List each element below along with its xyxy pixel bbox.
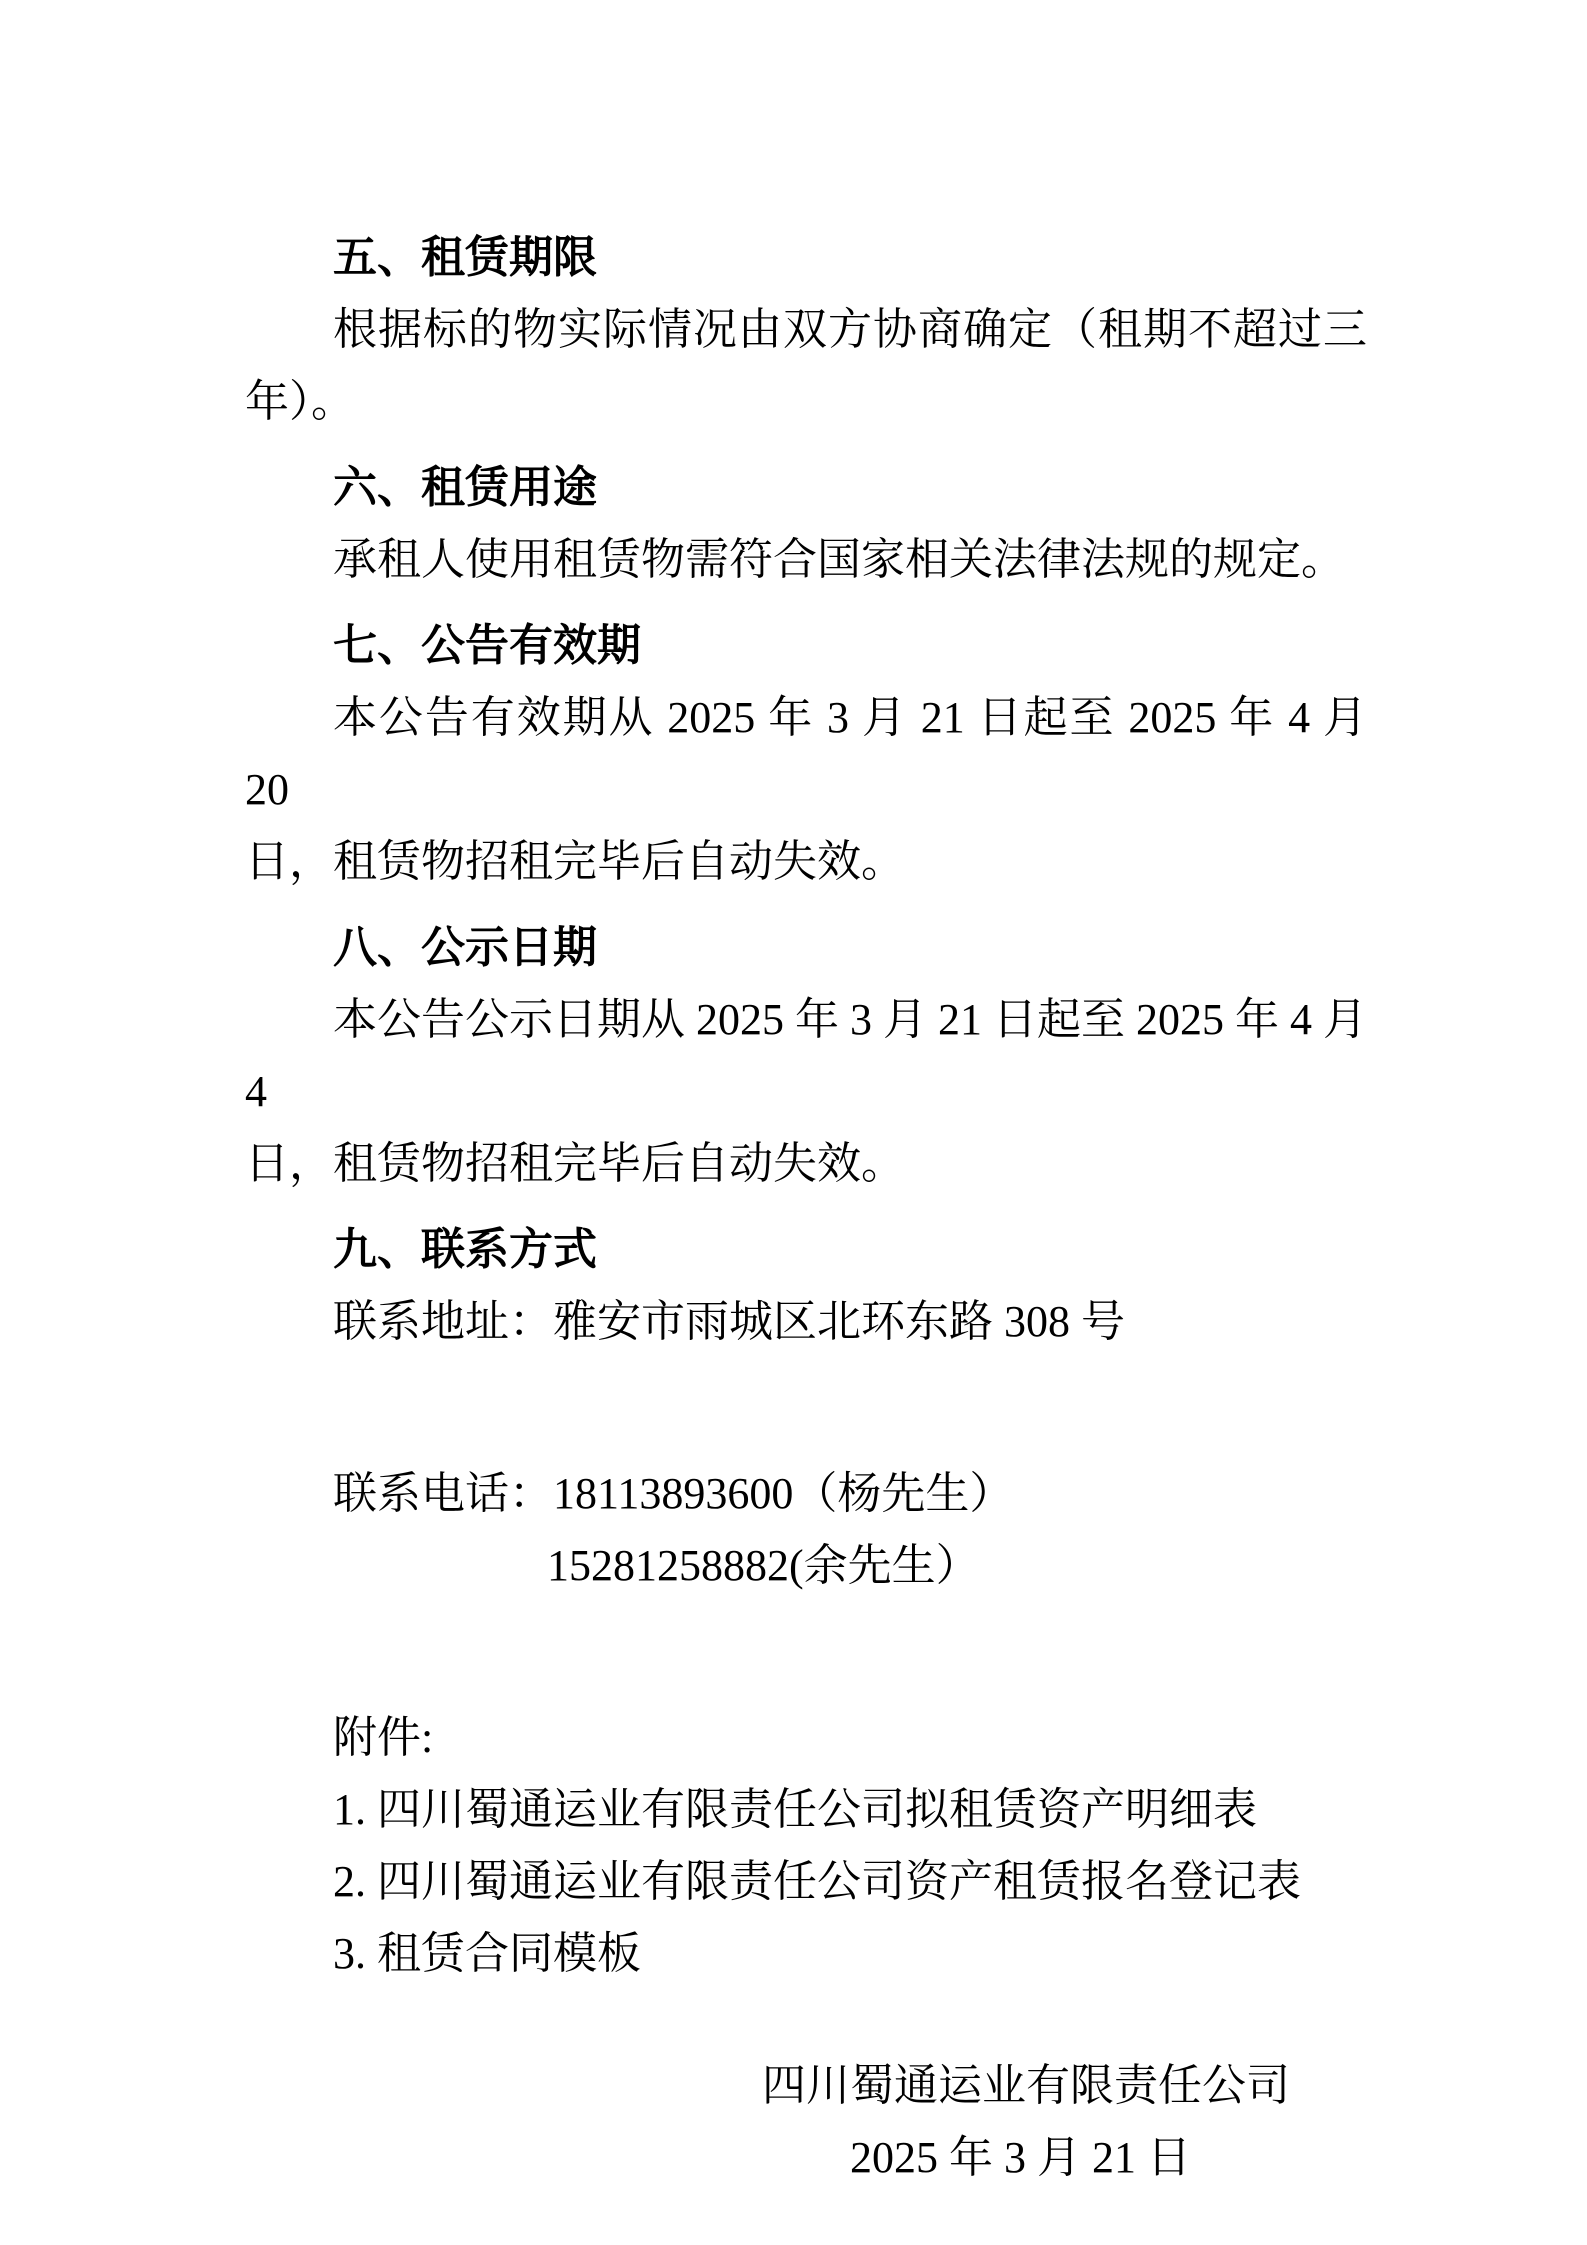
section-5-body-line-1: 根据标的物实际情况由双方协商确定（租期不超过三 — [333, 305, 1367, 354]
attachment-item-1: 1. 四川蜀通运业有限责任公司拟租赁资产明细表 — [333, 1785, 1257, 1834]
section-6-heading: 六、租赁用途 — [333, 463, 597, 512]
section-5-heading: 五、租赁期限 — [333, 233, 597, 282]
document-content — [245, 208, 1367, 2194]
section-7-heading: 七、公告有效期 — [333, 621, 641, 670]
signature-company: 四川蜀通运业有限责任公司 — [762, 2061, 1290, 2110]
blank-line — [245, 1602, 1367, 1702]
blank-line — [245, 1358, 1367, 1458]
contact-address: 联系地址：雅安市雨城区北环东路 308 号 — [333, 1297, 1125, 1346]
contact-phone-1: 联系电话：18113893600（杨先生） — [333, 1469, 1014, 1518]
attachments-label: 附件: — [333, 1713, 434, 1762]
section-7-body-line-1: 本公告有效期从 2025 年 3 月 21 日起至 2025 年 4 月 20 — [245, 693, 1367, 814]
section-7-body-line-2: 日，租赁物招租完毕后自动失效。 — [245, 837, 905, 886]
contact-phone-2: 15281258882(余先生） — [547, 1541, 980, 1590]
section-5-body-line-2: 年）。 — [245, 377, 355, 426]
section-9-heading: 九、联系方式 — [333, 1225, 597, 1274]
signature-date: 2025 年 3 月 21 日 — [850, 2133, 1191, 2182]
section-8-heading: 八、公示日期 — [333, 923, 597, 972]
blank-line — [245, 1990, 1367, 2050]
attachment-item-3: 3. 租赁合同模板 — [333, 1929, 641, 1978]
section-8-body-line-1: 本公告公示日期从 2025 年 3 月 21 日起至 2025 年 4 月 4 — [245, 995, 1367, 1116]
section-6-body-line-1: 承租人使用租赁物需符合国家相关法律法规的规定。 — [333, 535, 1345, 584]
attachment-item-2: 2. 四川蜀通运业有限责任公司资产租赁报名登记表 — [333, 1857, 1301, 1906]
section-8-body-line-2: 日，租赁物招租完毕后自动失效。 — [245, 1139, 905, 1188]
